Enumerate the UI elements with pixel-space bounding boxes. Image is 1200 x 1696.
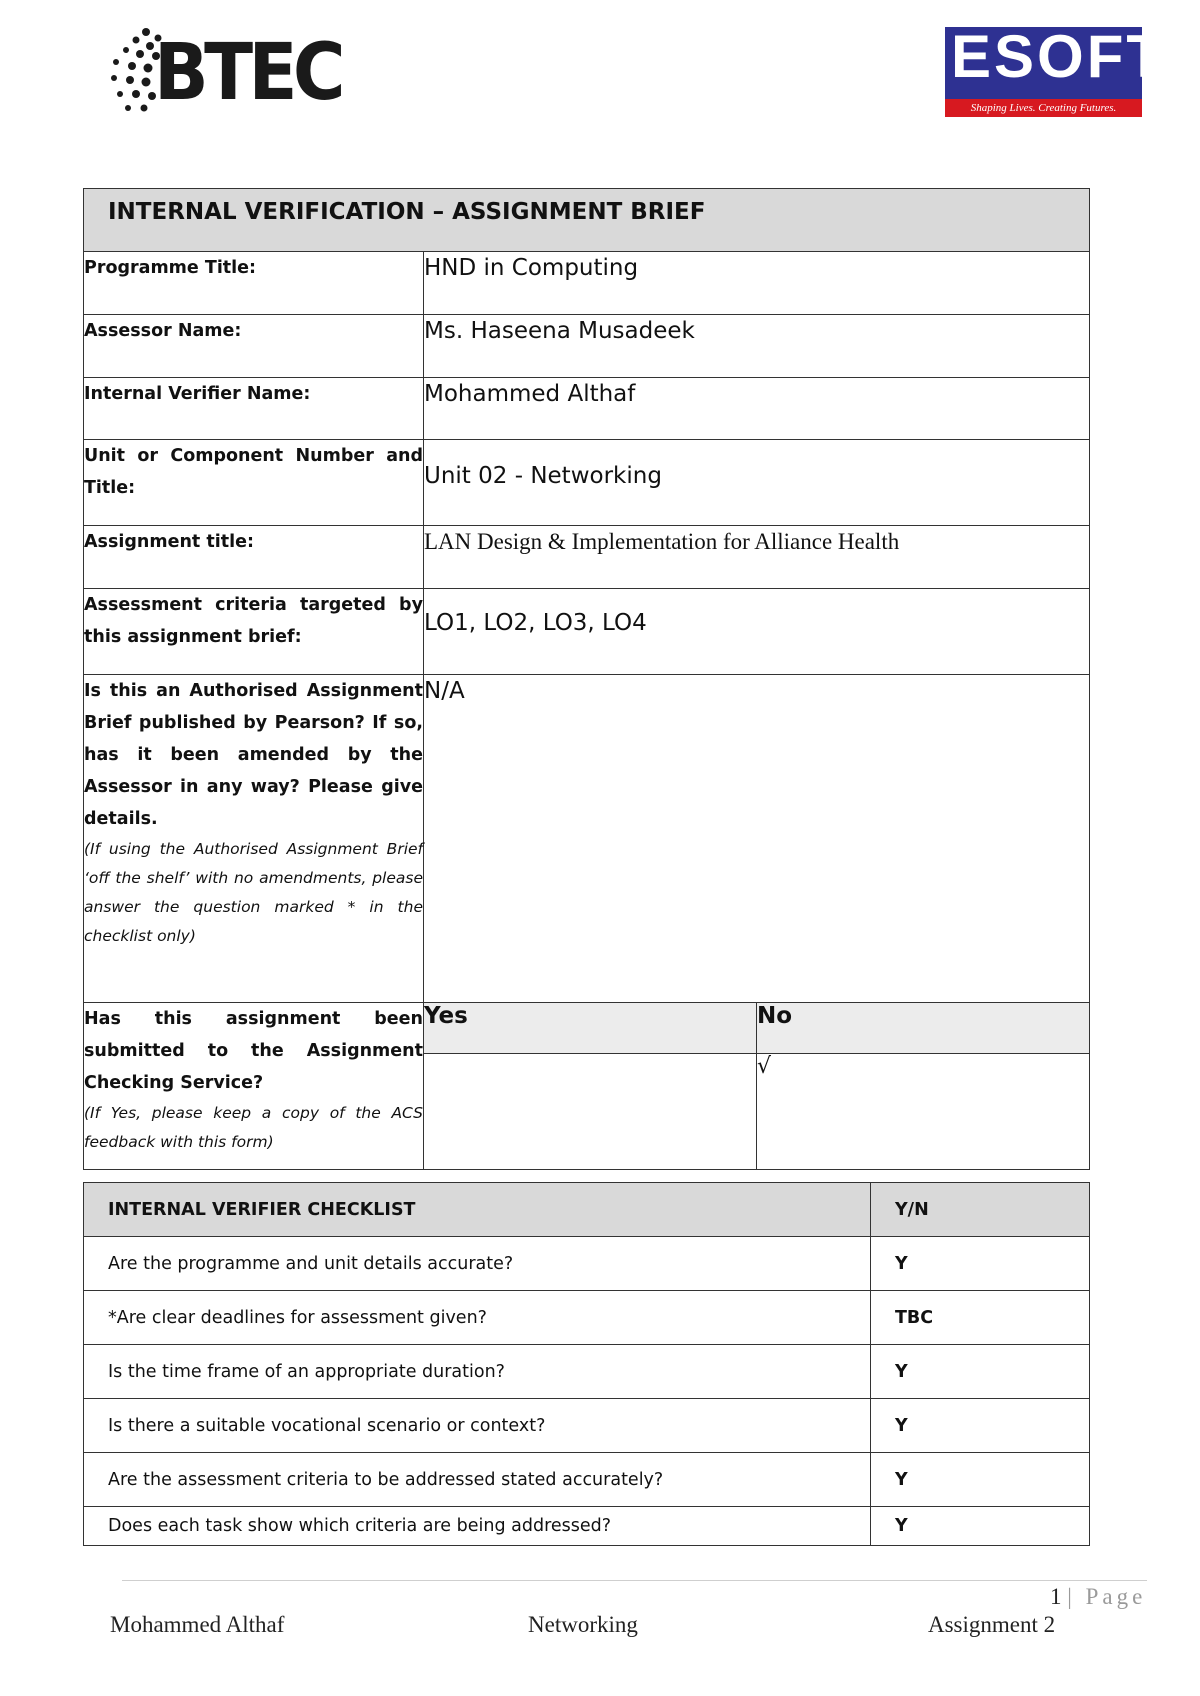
- acs-yes-header: Yes: [424, 1003, 757, 1054]
- assessor-name-value: Ms. Haseena Musadeek: [424, 315, 1090, 378]
- page-number: [1050, 1584, 1146, 1610]
- checklist-header-row: [84, 1183, 1090, 1237]
- page-label: | Page: [1067, 1584, 1147, 1609]
- esoft-wordmark: ESOFT: [951, 23, 1167, 90]
- checklist-row: [84, 1507, 1090, 1546]
- footer-divider: [122, 1580, 1147, 1581]
- checklist-row: [84, 1237, 1090, 1291]
- checklist-answer-header: Y/N: [871, 1183, 1090, 1237]
- checklist-question: Are the assessment criteria to be addressed stated accurately?: [84, 1453, 871, 1507]
- esoft-logo: [945, 23, 1167, 117]
- acs-question: Has this assignment been submitted to the Assignment Checking Service?: [84, 1009, 423, 1093]
- footer-subject: Networking: [528, 1612, 638, 1637]
- checklist-answer: Y: [871, 1237, 1090, 1291]
- assignment-title-label: Assignment title:: [84, 526, 424, 589]
- checklist-question: Is there a suitable vocational scenario or context?: [84, 1399, 871, 1453]
- unit-label: Unit or Component Number and Title:: [84, 440, 424, 526]
- brief-row: [84, 440, 1090, 526]
- acs-no-header: No: [757, 1003, 1090, 1054]
- authorised-brief-row: [84, 675, 1090, 1003]
- btec-logo: [106, 26, 356, 116]
- checklist-row: [84, 1453, 1090, 1507]
- acs-yes-value: [424, 1054, 757, 1170]
- btec-wordmark: BTEC: [154, 28, 341, 118]
- authorised-brief-value: N/A: [424, 675, 1090, 1003]
- checklist-question: Does each task show which criteria are being addressed?: [84, 1507, 871, 1546]
- programme-title-label: Programme Title:: [84, 252, 424, 315]
- unit-value: Unit 02 - Networking: [424, 440, 1090, 526]
- assessment-criteria-value: LO1, LO2, LO3, LO4: [424, 589, 1090, 675]
- checklist-row: [84, 1345, 1090, 1399]
- brief-row: [84, 378, 1090, 440]
- checklist-question: Are the programme and unit details accurate?: [84, 1237, 871, 1291]
- authorised-brief-note: (If using the Authorised Assignment Brief ‘off the shelf’ with no amendments, please answer the question marked * in the checklist only): [84, 840, 423, 945]
- brief-title: INTERNAL VERIFICATION – ASSIGNMENT BRIEF: [108, 199, 706, 225]
- checklist-answer: Y: [871, 1345, 1090, 1399]
- esoft-tagline: Shaping Lives. Creating Futures.: [945, 99, 1142, 117]
- brief-row: [84, 315, 1090, 378]
- checklist-row: [84, 1291, 1090, 1345]
- programme-title-value: HND in Computing: [424, 252, 1090, 315]
- authorised-brief-question: Is this an Authorised Assignment Brief published by Pearson? If so, has it been amended by the Assessor in any way? Please give details.: [84, 681, 423, 829]
- checklist-answer: TBC: [871, 1291, 1090, 1345]
- acs-header-row: [84, 1003, 1090, 1054]
- brief-header-row: [84, 189, 1090, 252]
- assignment-brief-table: [83, 188, 1090, 1170]
- checklist-answer: Y: [871, 1453, 1090, 1507]
- page-number-value: 1: [1050, 1584, 1062, 1609]
- checklist-row: [84, 1399, 1090, 1453]
- authorised-brief-label: [84, 675, 424, 1003]
- checklist-answer: Y: [871, 1399, 1090, 1453]
- brief-row: [84, 589, 1090, 675]
- checklist-header: INTERNAL VERIFIER CHECKLIST: [84, 1183, 871, 1237]
- acs-no-value: √: [757, 1054, 1090, 1170]
- footer-assignment: Assignment 2: [928, 1612, 1056, 1637]
- verifier-checklist-table: [83, 1182, 1090, 1546]
- checklist-question: Is the time frame of an appropriate duration?: [84, 1345, 871, 1399]
- acs-label: [84, 1003, 424, 1170]
- footer-author: Mohammed Althaf: [110, 1612, 285, 1637]
- internal-verifier-value: Mohammed Althaf: [424, 378, 1090, 440]
- assessment-criteria-label: Assessment criteria targeted by this assignment brief:: [84, 589, 424, 675]
- brief-row: [84, 526, 1090, 589]
- assignment-title-value: LAN Design & Implementation for Alliance Health: [424, 526, 1090, 589]
- acs-note: (If Yes, please keep a copy of the ACS feedback with this form): [84, 1104, 423, 1151]
- checklist-question: *Are clear deadlines for assessment given?: [84, 1291, 871, 1345]
- internal-verifier-label: Internal Verifier Name:: [84, 378, 424, 440]
- brief-row: [84, 252, 1090, 315]
- checklist-answer: Y: [871, 1507, 1090, 1546]
- assessor-name-label: Assessor Name:: [84, 315, 424, 378]
